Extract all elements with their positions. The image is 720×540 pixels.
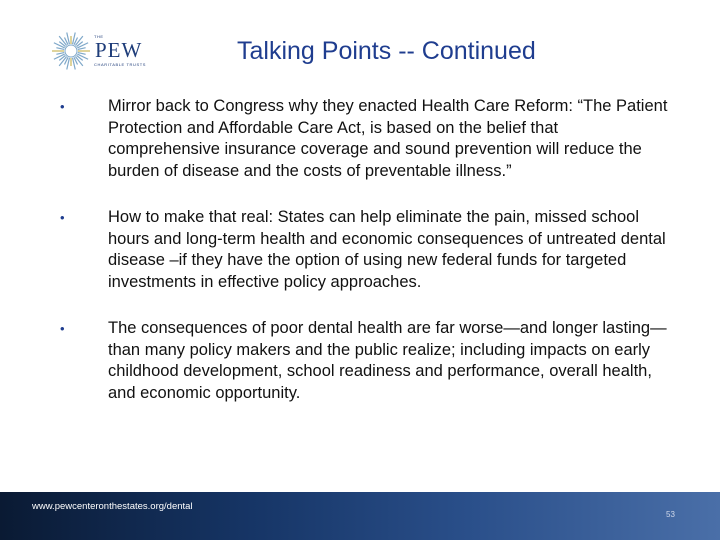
logo-subtitle: CHARITABLE TRUSTS bbox=[94, 62, 147, 67]
sunburst-icon bbox=[50, 28, 92, 74]
pew-logo bbox=[50, 28, 160, 74]
sun-ray bbox=[78, 53, 86, 55]
sun-ray bbox=[56, 48, 64, 50]
slide-title: Talking Points -- Continued bbox=[237, 37, 536, 65]
logo-wordmark: PEW bbox=[95, 38, 143, 62]
sun-ray bbox=[78, 48, 86, 50]
bullet-marker: • bbox=[60, 99, 65, 114]
bullet-list bbox=[60, 96, 670, 429]
bullet-marker: • bbox=[60, 210, 65, 225]
bullet-item bbox=[60, 96, 670, 182]
bullet-text: Mirror back to Congress why they enacted Health Care Reform: “The Patient Protection and Affordable Care Act, is based on the belief that comprehensive insurance coverage and sound prevention will reduce the burden of disease and the costs of preventable illness.” bbox=[108, 97, 668, 180]
page-number: 53 bbox=[666, 510, 675, 519]
bullet-text: How to make that real: States can help eliminate the pain, missed school hours and long-term health and economic consequences of untreated dental disease –if they have the option of using new federal funds for targeted investments in effective policy approaches. bbox=[108, 208, 666, 291]
footer-url[interactable]: www.pewcenteronthestates.org/dental bbox=[32, 501, 193, 512]
footer-bar bbox=[0, 492, 720, 540]
sun-ray bbox=[56, 53, 64, 55]
logo-small-text: THE bbox=[94, 34, 104, 39]
bullet-item bbox=[60, 318, 670, 404]
bullet-text: The consequences of poor dental health are far worse—and longer lasting—than many policy makers and the public realize; including impacts on early childhood development, school readiness and performance, overall health, and economic opportunity. bbox=[108, 319, 667, 402]
bullet-marker: • bbox=[60, 321, 65, 336]
bullet-item bbox=[60, 207, 670, 293]
